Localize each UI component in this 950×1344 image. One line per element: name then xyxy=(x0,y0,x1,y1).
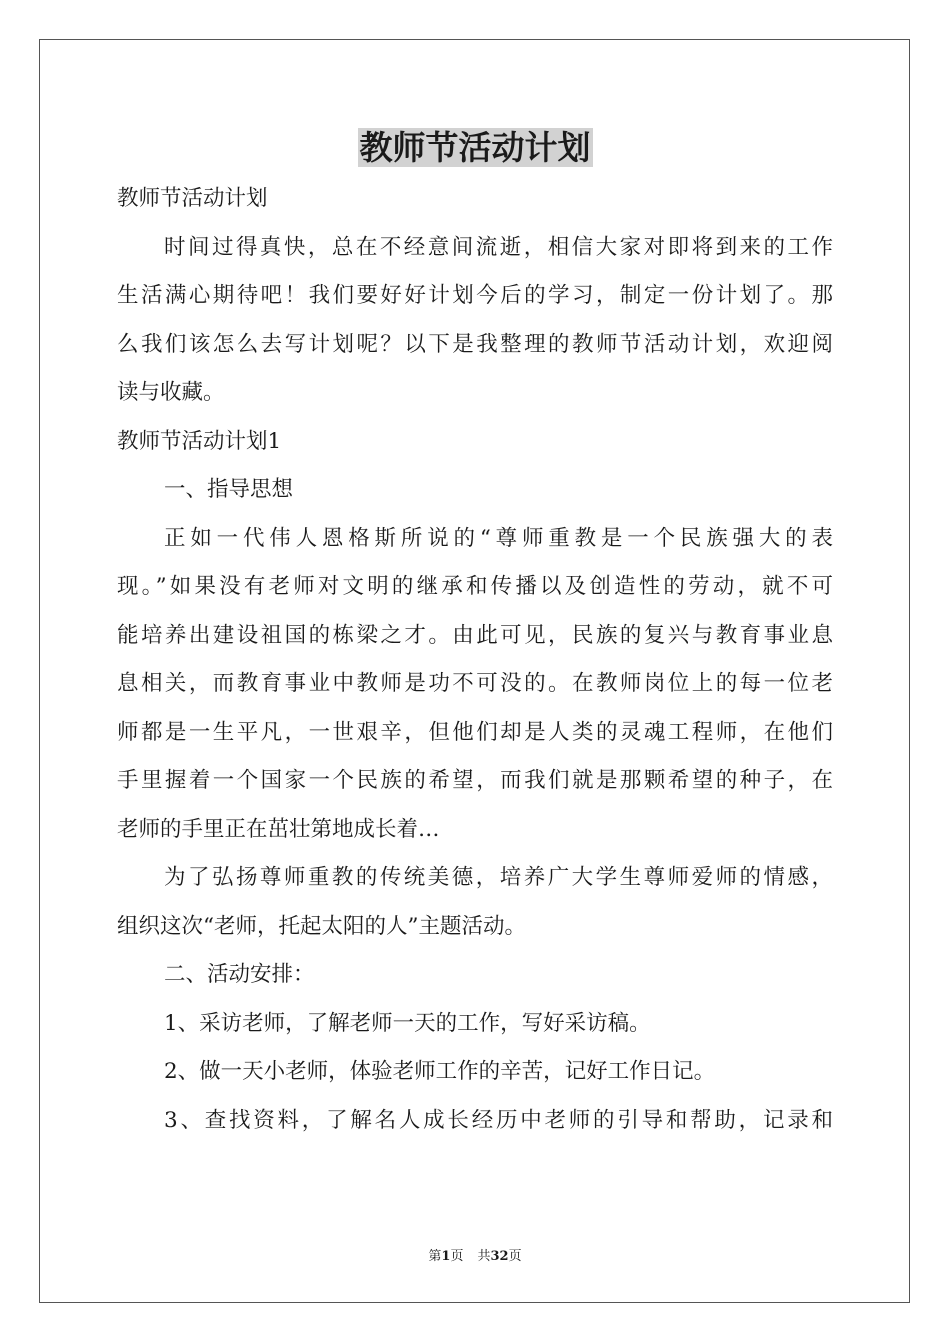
footer-page-prefix: 第 xyxy=(428,1249,442,1264)
text-line: 息相关，而教育事业中教师是功不可没的。在教师岗位上的每一位老 xyxy=(117,671,833,696)
text-line: 老师的手里正在茁壮第地成长着… xyxy=(117,816,440,842)
text-line: 生活满心期待吧！我们要好好计划今后的学习，制定一份计划了。那 xyxy=(117,283,833,308)
text-line: 组织这次“老师，托起太阳的人”主题活动。 xyxy=(117,913,526,939)
footer-total-pages: 32 xyxy=(490,1249,509,1264)
footer-total-suffix: 页 xyxy=(508,1249,522,1264)
text-line: 1、采访老师，了解老师一天的工作，写好采访稿。 xyxy=(164,1010,651,1036)
text-line: 现。”如果没有老师对文明的继承和传播以及创造性的劳动，就不可 xyxy=(117,574,833,599)
document-title xyxy=(0,126,950,170)
footer-total-prefix: 共 xyxy=(477,1249,491,1264)
text-line: 时间过得真快，总在不经意间流逝，相信大家对即将到来的工作 xyxy=(164,234,833,260)
text-line: 为了弘扬尊师重教的传统美德，培养广大学生尊师爱师的情感， xyxy=(164,865,833,890)
text-line: 3、查找资料，了解名人成长经历中老师的引导和帮助，记录和 xyxy=(164,1107,833,1133)
text-line: 教师节活动计划1 xyxy=(117,428,282,454)
text-line: 教师节活动计划 xyxy=(117,186,268,211)
text-line: 能培养出建设祖国的栋梁之才。由此可见，民族的复兴与教育事业息 xyxy=(117,622,833,648)
text-line: 读与收藏。 xyxy=(117,380,225,405)
text-line: 2、做一天小老师，体验老师工作的辛苦，记好工作日记。 xyxy=(164,1059,716,1084)
footer-page-suffix: 页 xyxy=(450,1249,464,1264)
footer-page-number: 1 xyxy=(441,1249,451,1264)
page-footer xyxy=(0,1248,950,1266)
text-line: 二、活动安排： xyxy=(164,962,315,987)
text-line: 手里握着一个国家一个民族的希望，而我们就是那颗希望的种子，在 xyxy=(117,768,833,793)
document-title-text: 教师节活动计划 xyxy=(359,128,591,167)
text-line: 么我们该怎么去写计划呢？以下是我整理的教师节活动计划，欢迎阅 xyxy=(117,331,833,357)
text-line: 正如一代伟人恩格斯所说的“尊师重教是一个民族强大的表 xyxy=(164,525,833,551)
text-line: 一、指导思想 xyxy=(164,477,294,502)
document-body xyxy=(117,175,833,1145)
text-line: 师都是一生平凡，一世艰辛，但他们却是人类的灵魂工程师，在他们 xyxy=(117,719,833,745)
